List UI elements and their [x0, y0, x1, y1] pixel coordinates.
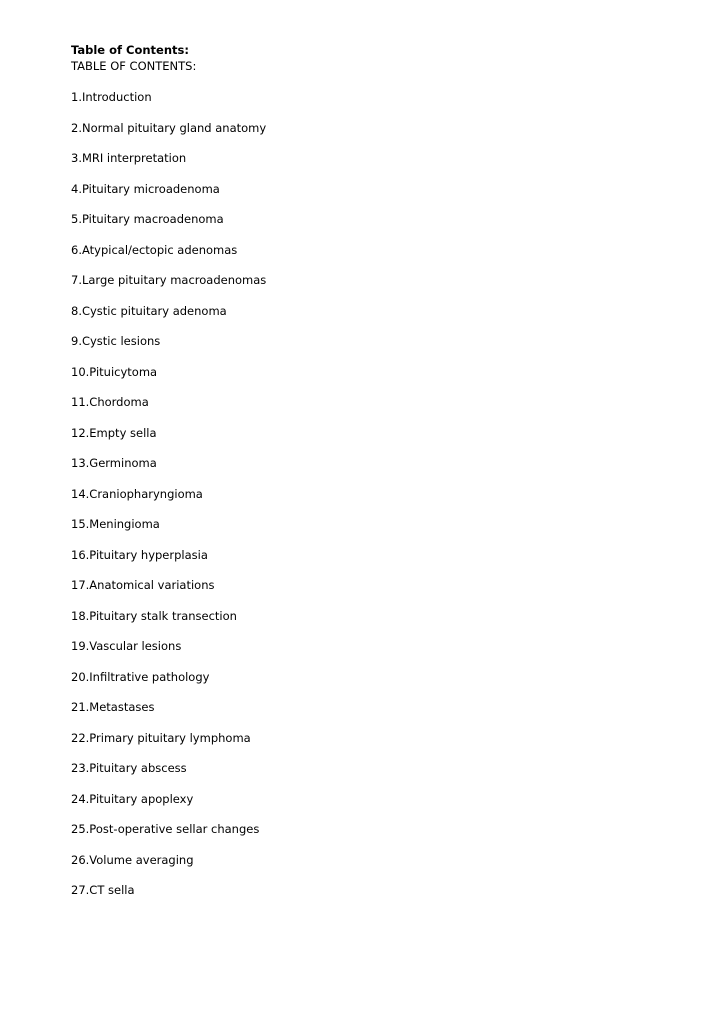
toc-item-macroadenoma: 5.Pituitary macroadenoma — [71, 212, 224, 226]
toc-item-craniopharyngioma: 14.Craniopharyngioma — [71, 486, 203, 501]
toc-item-introduction: 1.Introduction — [71, 90, 152, 104]
toc-item-infiltrative-pathology: 20.Infiltrative pathology — [71, 669, 210, 684]
toc-item-large-macroadenomas: 7.Large pituitary macroadenomas — [71, 273, 267, 287]
toc-item-mri-interpretation: 3.MRI interpretation — [71, 151, 187, 165]
toc-item-cystic-adenoma: 8.Cystic pituitary adenoma — [71, 303, 227, 318]
toc-item-metastases: 21.Metastases — [71, 700, 155, 714]
toc-item-pituicytoma: 10.Pituicytoma — [71, 364, 158, 379]
toc-item-empty-sella: 12.Empty sella — [71, 425, 157, 440]
toc-item-pituitary-abscess: 23.Pituitary abscess — [71, 761, 187, 775]
toc-item-microadenoma: 4.Pituitary microadenoma — [71, 181, 220, 196]
toc-heading: Table of Contents: — [71, 43, 189, 57]
toc-item-post-operative-changes: 25.Post-operative sellar changes — [71, 822, 260, 836]
toc-item-pituitary-apoplexy: 24.Pituitary apoplexy — [71, 791, 194, 806]
toc-item-cystic-lesions: 9.Cystic lesions — [71, 334, 161, 348]
toc-item-stalk-transection: 18.Pituitary stalk transection — [71, 608, 237, 623]
toc-item-primary-lymphoma: 22.Primary pituitary lymphoma — [71, 730, 251, 745]
toc-item-hyperplasia: 16.Pituitary hyperplasia — [71, 547, 208, 562]
toc-item-chordoma: 11.Chordoma — [71, 395, 149, 409]
toc-item-vascular-lesions: 19.Vascular lesions — [71, 639, 182, 653]
toc-item-normal-anatomy: 2.Normal pituitary gland anatomy — [71, 120, 267, 135]
toc-item-atypical-adenomas: 6.Atypical/ectopic adenomas — [71, 242, 238, 257]
toc-item-anatomical-variations: 17.Anatomical variations — [71, 578, 215, 592]
toc-item-meningioma: 15.Meningioma — [71, 517, 160, 531]
toc-item-ct-sella: 27.CT sella — [71, 883, 135, 897]
toc-subheading: TABLE OF CONTENTS: — [71, 59, 197, 73]
toc-item-germinoma: 13.Germinoma — [71, 456, 157, 470]
toc-item-volume-averaging: 26.Volume averaging — [71, 852, 194, 867]
document-page — [71, 42, 671, 913]
toc-list — [71, 89, 671, 898]
